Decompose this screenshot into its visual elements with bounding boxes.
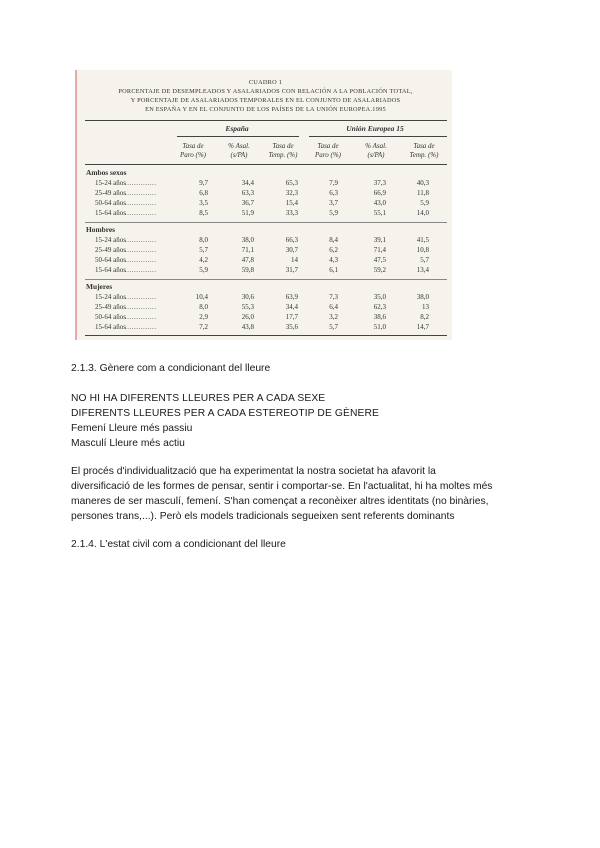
column-header: % Asal. (s/PA) [365,142,387,159]
body-paragraph [71,464,541,524]
table-row: 15-24 años .............. 9,7 34,4 65,3 7,9 37,3 40,3 [95,179,429,187]
table-caption-number: CUADRO 1 [248,79,283,86]
column-header: Tasa de Temp. (%) [268,142,298,159]
column-header: Tasa de Paro (%) [180,142,206,159]
section-label: Mujeres [86,282,113,291]
table-row: 15-24 años .............. 10,4 30,6 63,9 7,3 35,0 38,0 [95,293,429,301]
table-row: 25-49 años .............. 5,7 71,1 30,7 6,2 71,4 10,8 [95,246,429,254]
table-row: 50-64 años .............. 4,2 47,8 14 4,3 47,5 5,7 [95,256,429,264]
table-row: 50-64 años .............. 3,5 36,7 15,4 3,7 43,0 5,9 [95,199,429,207]
statement-line: DIFERENTS LLEURES PER A CADA ESTEREOTIP DE GÈNERE [71,408,379,419]
paragraph-line: diversificació de les formes de pensar, sentir i comportar-se. En l'actualitat, hi ha moltes més [71,481,493,492]
heading-2-1-3: 2.1.3. Gènere com a condicionant del lleure [71,363,271,374]
section-rule [85,222,447,223]
group-rule [177,136,299,137]
paragraph-line: maneres de ser masculí, femení. S'han començat a reconèixer altres identitats (no binàries, [71,496,489,507]
header-bottom-rule [85,164,447,165]
group-header-eu: Unión Europea 15 [346,124,404,133]
table-row: 15-64 años .............. 5,9 59,8 31,7 6,1 59,2 13,4 [95,266,429,274]
table-bottom-rule [85,335,447,336]
column-header: % Asal. (s/PA) [228,142,250,159]
statement-line: Masculí Lleure més actiu [71,438,185,449]
group-header-spain: España [225,124,249,133]
heading-2-1-4: 2.1.4. L'estat civil com a condicionant del lleure [71,539,286,550]
table-caption-line: EN ESPAÑA Y EN EL CONJUNTO DE LOS PAÍSES DE LA UNIÓN EUROPEA.1995 [145,106,386,113]
paragraph-line: persones trans,...). Però els models tradicionals segueixen sent referents dominants [71,511,455,522]
column-header: Tasa de Temp. (%) [409,142,439,159]
table-row: 15-64 años .............. 7,2 43,8 35,6 5,7 51,0 14,7 [95,323,429,331]
table-row: 25-49 años .............. 8,0 55,3 34,4 6,4 62,3 13 [95,303,429,311]
table-scan-image [75,70,452,340]
section-label: Ambos sexos [86,168,127,177]
table-top-rule [85,120,447,121]
table-row: 50-64 años .............. 2,9 26,0 17,7 3,2 38,6 8,2 [95,313,429,321]
table-caption-line: PORCENTAJE DE DESEMPLEADOS Y ASALARIADOS CON RELACIÓN A LA POBLACIÓN TOTAL, [118,88,413,95]
column-header: Tasa de Paro (%) [315,142,341,159]
section-rule [85,279,447,280]
table-row: 15-64 años .............. 8,5 51,9 33,3 5,9 55,1 14,0 [95,209,429,217]
table-row: 25-49 años .............. 6,8 63,3 32,3 6,3 66,9 11,8 [95,189,429,197]
section-label: Hombres [86,225,116,234]
paragraph-line: El procés d'individualització que ha experimentat la nostra societat ha afavorit la [71,466,436,477]
table-caption-line: Y PORCENTAJE DE ASALARIADOS TEMPORALES EN EL CONJUNTO DE ASALARIADOS [130,97,401,104]
statement-line: Femení Lleure més passiu [71,423,193,434]
statement-line: NO HI HA DIFERENTS LLEURES PER A CADA SEXE [71,393,326,404]
table-row: 15-24 años .............. 8,0 38,0 66,3 8,4 39,1 41,5 [95,236,429,244]
group-rule [309,136,447,137]
